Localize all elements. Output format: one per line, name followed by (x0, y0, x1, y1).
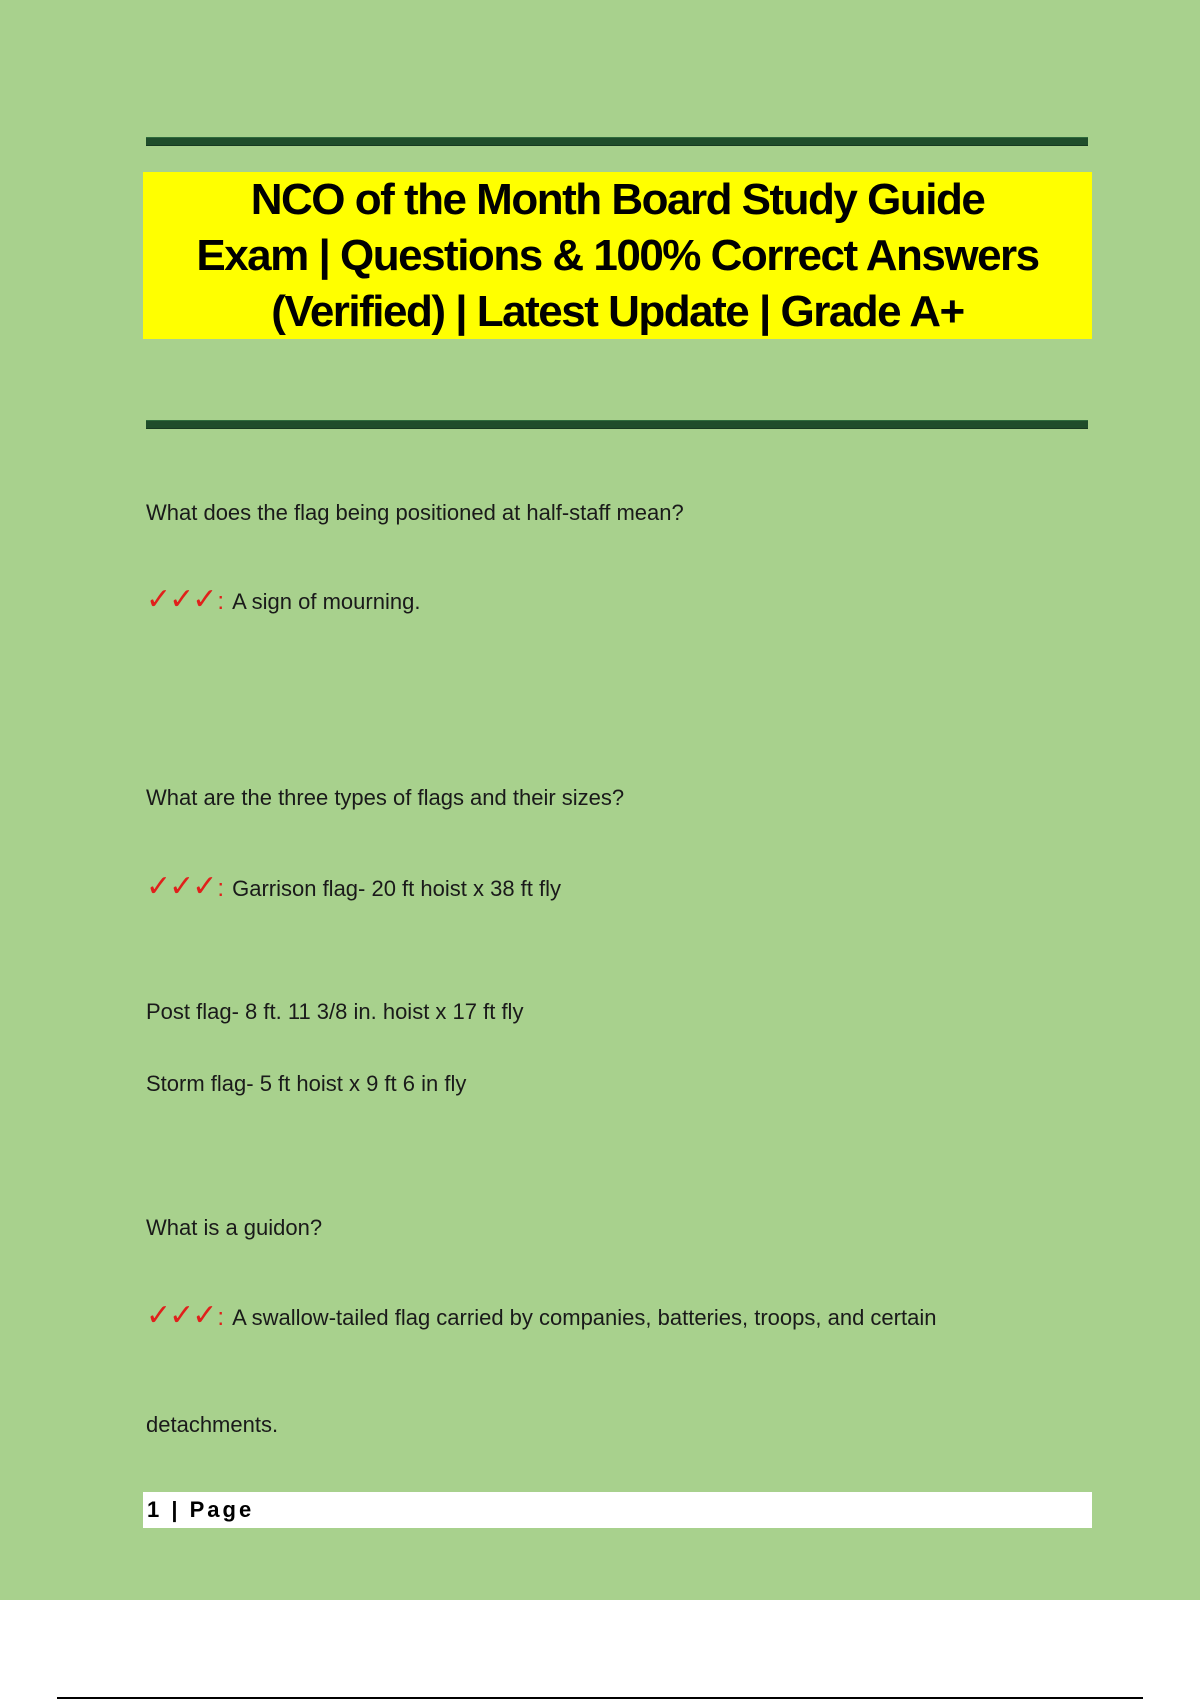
answer-1-text: A sign of mourning. (232, 589, 421, 614)
check-marks-icon: ✓✓✓ (146, 1298, 216, 1333)
document-title: NCO of the Month Board Study Guide Exam | Questions & 100% Correct Answers (Verified) | Latest Update | Grade A+ (196, 174, 1039, 336)
answer-1 (146, 582, 421, 617)
answer-3-line-2: detachments. (146, 1412, 279, 1437)
header-rule-bottom (146, 420, 1088, 429)
answer-2 (146, 869, 562, 904)
bottom-divider (57, 1697, 1143, 1699)
title-highlight (143, 172, 1092, 339)
question-3: What is a guidon? (146, 1215, 323, 1240)
check-marks-icon: ✓✓✓ (146, 582, 216, 617)
answer-2-line-2: Post flag- 8 ft. 11 3/8 in. hoist x 17 ft fly (146, 999, 524, 1024)
answer-colon: : (217, 588, 225, 615)
page-number: 1 | Page (147, 1497, 255, 1522)
answer-2-line-3: Storm flag- 5 ft hoist x 9 ft 6 in fly (146, 1071, 467, 1096)
answer-colon: : (217, 1304, 225, 1331)
page-footer (143, 1492, 1092, 1528)
answer-3 (146, 1298, 937, 1333)
check-marks-icon: ✓✓✓ (146, 869, 216, 904)
answer-3-text: A swallow-tailed flag carried by companies, batteries, troops, and certain (232, 1305, 937, 1330)
question-1: What does the flag being positioned at half-staff mean? (146, 500, 684, 525)
header-rule-top (146, 137, 1088, 146)
question-2: What are the three types of flags and their sizes? (146, 785, 625, 810)
answer-colon: : (217, 875, 225, 902)
answer-2-text: Garrison flag- 20 ft hoist x 38 ft fly (232, 876, 562, 901)
